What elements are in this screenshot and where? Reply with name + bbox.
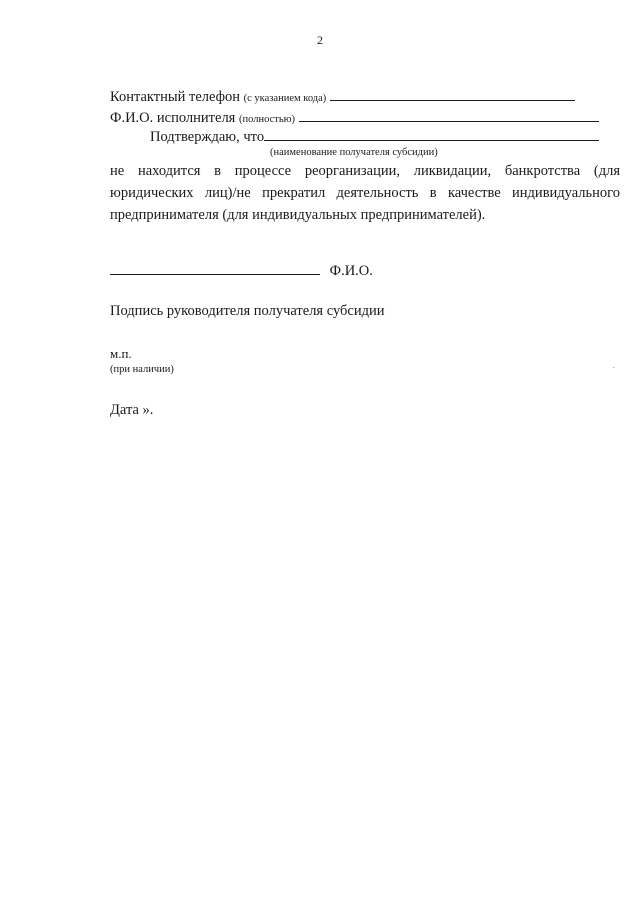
scan-speck bbox=[613, 367, 614, 368]
signature-caption: Подпись руководителя получателя субсидии bbox=[110, 303, 385, 319]
contact-phone-label: Контактный телефон bbox=[110, 89, 241, 105]
date-label: Дата ». bbox=[110, 402, 154, 418]
recipient-name-field[interactable] bbox=[264, 139, 599, 141]
recipient-name-caption: (наименование получателя субсидии) bbox=[270, 147, 438, 158]
contact-phone-field[interactable] bbox=[330, 99, 575, 101]
signature-field[interactable] bbox=[110, 273, 320, 275]
confirm-label: Подтверждаю, что bbox=[150, 129, 265, 145]
confirm-row bbox=[150, 129, 599, 146]
signature-row bbox=[110, 263, 373, 280]
fio-label: Ф.И.О. bbox=[329, 263, 373, 279]
executor-field[interactable] bbox=[299, 120, 599, 122]
contact-phone-hint: (с указанием кода) bbox=[243, 93, 327, 104]
statement-paragraph: не находится в процессе реорганизации, ликвидации, банкротства (для юридических лиц)/не прекратил деятельность в качестве индивидуального предпринимателя (для индивидуальных предпринимателей). bbox=[110, 163, 620, 223]
stamp-label: м.п. bbox=[110, 346, 132, 361]
stamp-hint: (при наличии) bbox=[110, 364, 174, 375]
executor-hint: (полностью) bbox=[238, 114, 295, 125]
contact-phone-row bbox=[110, 89, 575, 106]
executor-row bbox=[110, 110, 599, 127]
executor-label: Ф.И.О. исполнителя bbox=[110, 110, 236, 126]
page-number: 2 bbox=[317, 33, 323, 47]
